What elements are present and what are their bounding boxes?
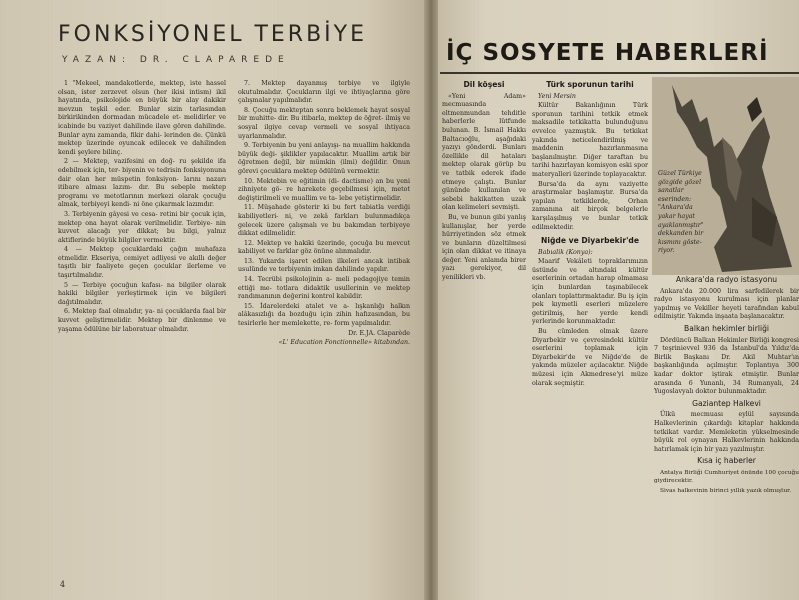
section-heading: Gaziantep Halkevi: [692, 398, 761, 408]
paragraph: Antalya Birliği Cumhuriyet önünde 100 çocuğu giydirecektir.: [654, 469, 799, 485]
book-gutter: [424, 0, 438, 600]
paragraph: 8. Çocuğu mekteptan sonra beklemek hayat sosyal bir muhitte- dir. Bu itibarla, mektep de öğret- ilmiş ve sosyal ilgiye cevap vermeli ve sosyal ihtiyaca uyarlanmalıdır.: [238, 106, 410, 140]
page-number: 4: [60, 580, 66, 589]
paragraph: Ülkü mecmuası eylül sayısında Halkevlerinin çıkardığı kitaplar hakkında tetkikat vardır. Memleketin yükselmesinde büyük rol oynayan Halkevlerinin hakkında hatırlamak için bir yazı yazılmıştır.: [654, 411, 799, 453]
section-heading: Ankara'da radyo istasyonu: [675, 275, 778, 284]
statue-photo: [652, 77, 799, 275]
left-column-1: [58, 80, 226, 580]
section-heading: Balkan hekimler birliği: [683, 323, 770, 333]
section-heading: Kısa iç haberler: [697, 456, 756, 466]
paragraph: 15. İdarelerdeki atalet ve a- lışkanlığı halkın alâkasızlığı da bozduğu için zihin hafızasından, bu tesirlerle her memlekette, re- form yapılmalıdır.: [238, 302, 410, 328]
paragraph: Bursa'da da aynı vaziyette araştırmalar başlamıştır. Bursa'da yapılan tetkiklerde, Orhan zamanına ait birçok belgelerle karşılaşılmış ve bunlar tetkik edilmektedir.: [532, 180, 648, 231]
paragraph: 9. Terbiyenin bu yeni anlayışı- na muallim hakkında büyük deği- şiklikler yapılacaktır. Muallim artık bir öğretmen değil, bir mümkin (ilmi) değildir. Onun görevi çocuklara mektep ödülünü vermektir.: [238, 142, 410, 175]
paragraph: 3. Terbiyenin gâyesi ve cesa- retini bir çocuk için, mektep ona hayat olarak verilmelidir. Terbiye- nin kuvvet alacağı yer dikkat; bu bilgi, yalnız aktiflerinde büyük bilgiler vermektir.: [58, 210, 226, 244]
paragraph: 2 — Mektep, vazifesini en doğ- ru şekilde ifa edebilmek için, ter- biyenin ve tedrisin fonksiyonuna dair olan her müspetin fonksiyon- larını nazarı itibare alması lazım- dır. Bu sebeple mektep programı ve metotlarının merkezi olarak çocuğu almak, terbiyeyi kendi- ni öne çıkarmak lazımdır.: [58, 158, 226, 209]
paragraph: 5 — Terbiye çocuğun kafası- na bilgiler olarak hakiki bilgiler yerleştirmek için ve bilgileri dağıtılmalıdır.: [58, 281, 226, 306]
paragraph: 12. Mektep ve hakiki üzerinde, çocuğa bu mevcut kabiliyet ve farklar göz önüne alınmalıdır.: [238, 239, 410, 256]
paragraph: 10. Mektebin ve eğitimin (di- dactisme) an bu yeni zihniyete gö- re harekete geçebilmesi için, metot değiştirilmeli ve muallim ve ta- lebe yetiştirmelidir.: [238, 177, 410, 202]
section-heading: Dil köşesi: [463, 80, 505, 89]
right-column-3: [654, 273, 799, 590]
title-rule: [440, 72, 799, 74]
right-column-1: [442, 76, 526, 590]
dateline: Babıalik (Konya):: [538, 248, 593, 256]
paragraph: 4 — Mektep çocuklardaki çağın muhafaza etmelidir. Ekseriya, cemiyet adliyesi ve akıllı değer taşıtlı bir faaliyete geçen çocuklar ilerleme ve taşırtılmalıdır.: [58, 246, 226, 280]
paragraph: 7. Mektep dayanmış terbiye ve ilgiyle okutulmalıdır. Çocukların ilgi ve ihtiyaçlarına göre çalışmalar yapılmalıdır.: [238, 80, 410, 105]
paragraph: 13. Yukarda işaret edilen ilkeleri ancak intibak usulünde ve terbiyenin imkan dahilinde yapılır.: [238, 257, 410, 274]
section-heading: Türk sporunun tarihi: [546, 80, 634, 89]
paragraph: 14. Tecrübi psikolojinin a- meli pedagojiye temin ettiği me- totlara didaktik usullerinin ve mektep randımanının değerini kontrol kabildir.: [238, 276, 410, 301]
section-heading: Niğde ve Diyarbekir'de: [541, 236, 639, 246]
paragraph: Sivas halkevinin birinci yıllık yazık olmuştur.: [660, 488, 792, 495]
left-column-2: [238, 80, 410, 580]
signature: Dr. E.JA. Claparède: [348, 329, 410, 337]
paragraph: Bu, ve bunun gibi yanlış kullanışlar, her yerde hürriyetinden söz etmek ve bunların düzeltilmesi için olan dikkat ve itinaya değer. Yeni anlamda birer yazı gerekiyor, dil yenilikleri vb.: [442, 213, 526, 282]
right-column-2: [532, 76, 648, 590]
paragraph: Dördüncü Balkan Hekimler Birliği kongresi 7 teşrinievvel 936 da İstanbul'da Yıldız'da Birlik Başkanı Dr. Akil Muhtar'ın başkanlığında açılmıştır. Toplantıya 300 kadar doktor iştirak etmiştir. Bunlar arasında 6 Yunanlı, 34 Rumanyalı, 24 Yugoslavyalı doktor bulunmaktadır.: [654, 336, 799, 396]
paragraph: «Yeni Adam» mecmuasında eltmenmundan tehditle haberlerle lütfunde bulunan. B. İsmail Hakkı Baltacıoğlu, aşağıdaki yazıyı gönderdi. Bunları özellikle dil hataları mektep olarak görüp bu ve tatbik ederek ifade etmeye çalıştı. Bunlar gününde kullanılan ve sebebi hakikatten uzak olan kelimeleri sevmişti.: [442, 92, 526, 212]
paragraph: 11. Müşahade gösterir ki bu fert tabiatla verdiği kabiliyetleri- ni, ve zekâ farkları bulunmadıkça gelecek üzere çalışmalı ve bu bakımdan terbiyeye dikkat edilmelidir.: [238, 204, 410, 238]
source-citation: «L' Education Fonctionnelle» kitabından.: [278, 339, 410, 347]
dateline: Yeni Mersin: [538, 92, 576, 100]
paragraph: Maarif Vekâleti topraklarımızın üstünde ve altındaki kültür eserlerinin ortadan harap olmaması için bunlardan taşınabilecek olanları toplattırmaktadır. Bu iş için pek kıymetli eserleri müzelere getirilmiş, her yerde kendi yerlerinde korunmaktadır.: [532, 258, 648, 326]
photo-caption: Güzel Türkiye gözgide gözel sanatlar eserinden: "Ankara'da yakar hayat ayaklanmıştır" dekkanden bir kısmını göste- riyor.: [658, 170, 704, 255]
paragraph: Ankara'da 20.000 lira sarfedilerek bir radyo istasyonu kurulması için planlar yapılmış ve Vekiller heyeti tarafından kabul edilmiştir. Yakında inşaata başlanacaktır.: [654, 287, 799, 321]
article-title: FONKSİYONEL TERBİYE: [58, 22, 368, 47]
paragraph: 6. Mektep faal olmalıdır, ya- ni çocuklarda faal bir kuvvet geliştirmelidir. Mektep bir dinlenme ve yaşama ödülüne bir laboratuar olmalıdır.: [58, 308, 226, 333]
paragraph: 1 "Mekeel, mandakotlerde, mektep, iste hassel olsan, ister zerzevet olsun (her ikisi intism) ikil hayatında, psikolojide en büyük bir alay dakikir mevzun teşkil eder. Bunlar sizin tarlasından birkirikinden dormadan mücadele et- melidirler ve icabinde bu vaziyet dahilinde ilave gören dahilinde. Bunlar aynı zamanda, fikir dahi- lerinden de. Çünkü mektep üzerinde oyuncak edilecek ve dahilinden kendi şeylere bilinç.: [58, 80, 226, 156]
paragraph: Kültür Bakanlığının Türk sporunun tarihini tetkik etmek maksadile tetkikatta bulunduğunu evvelce yazmıştık. Bu tetkikat yakında neticelendirilmiş ve maddenin hazırlanmasına başlanılmıştır. Diğer taraftan bu tarihi hazırlayan komisyon eski spor materyalleri üzerinde toplayacaktır.: [532, 102, 648, 178]
section-title: İÇ SOSYETE HABERLERİ: [446, 40, 769, 66]
paragraph: Bu cümleden olmak üzere Diyarbekir ve çevresindeki kültür eserlerini toplamak için Diyarbekir'de ve Niğde'de de yakında müzeler açılacaktır. Niğde müzesi için Akmedrese'yi müze olarak seçmiştir.: [532, 328, 648, 387]
article-author: YAZAN: DR. CLAPAREDE: [62, 55, 290, 65]
